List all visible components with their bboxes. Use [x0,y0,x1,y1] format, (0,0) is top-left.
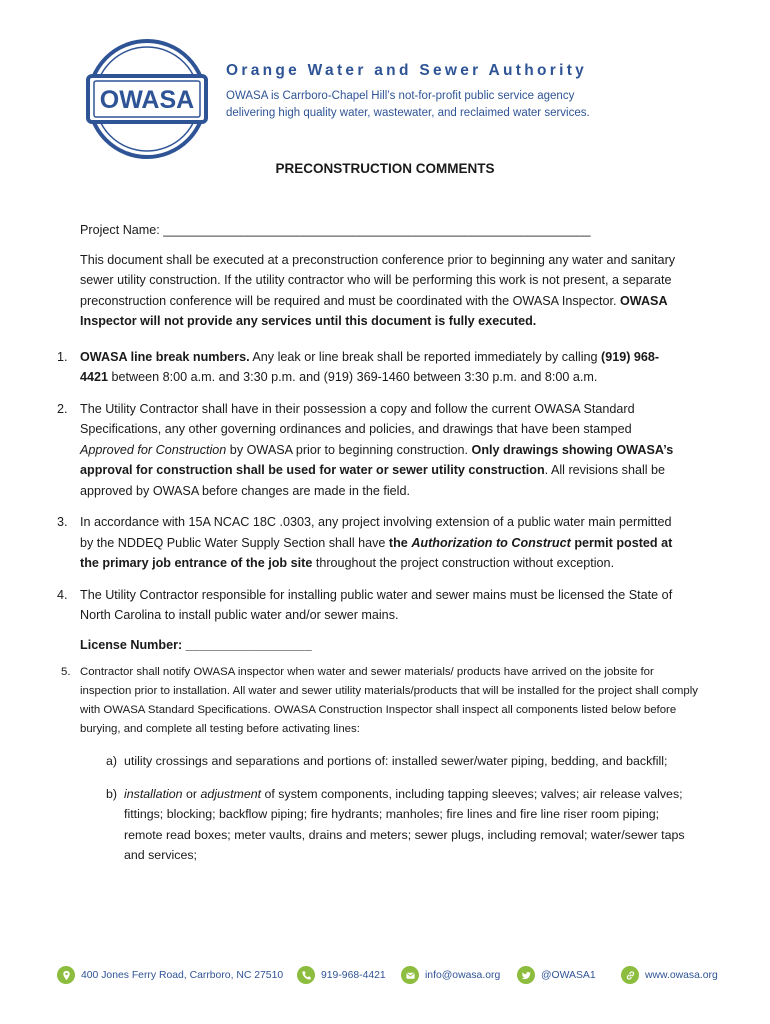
subitem-text: of system components, including tapping sleeves; valves; air release valves; fittings; blocking; backflow piping; fire hydrants; manholes; fire lines and fire line riser room piping; remote read boxes; meter vaults, drains and meters; sewer plugs, including removal; water/sewer taps and services; [124,786,685,862]
twitter-icon [517,966,535,984]
footer-address [57,966,283,984]
phone-number: (919) 968- 4421 [80,349,660,384]
item-text: by OWASA prior to beginning construction. [226,442,472,457]
item-bold-italic: Authorization to Construct [411,535,571,550]
inspection-sublist [106,751,690,866]
document-body [57,220,698,878]
item-number: 3. [57,515,68,529]
location-pin-icon [57,966,75,984]
subitem-italic: installation [124,786,183,801]
license-number-line [80,635,688,656]
owasa-logo [86,38,208,160]
project-name-line [80,220,688,241]
subitem-italic: adjustment [200,786,262,801]
sub-list-item [106,751,690,772]
item-text: The Utility Contractor shall have in their possession a copy and follow the current OWASA Standard Specifications, any other governing ordinances and policies, and drawings that have been stamped [80,401,635,436]
list-item [57,399,688,502]
license-number-blank[interactable]: __________________ [182,637,312,652]
footer-twitter-text[interactable]: @OWASA1 [541,969,596,981]
item-heading: OWASA line break numbers. [80,349,250,364]
link-icon [621,966,639,984]
footer-email[interactable] [401,966,500,984]
sub-list-item [106,784,690,866]
organization-tagline [226,88,590,122]
item-number: 5. [61,666,71,678]
intro-paragraph [80,250,688,332]
footer-phone[interactable] [297,966,386,984]
item-text: Contractor shall notify OWASA inspector when water and sewer materials/ products have arrived on the jobsite for inspection prior to installation. All water and sewer utility materials/products that will be installed for the project shall comply with OWASA Standard Specifications. OWASA Construction Inspector shall inspect all components listed below before burying, and complete all testing before activating lines: [80,666,698,735]
subitem-letter: a) [106,754,118,768]
project-name-blank[interactable]: _____________________________________________________________ [163,223,591,237]
item-bold: permit posted at the primary job entrance of the job site [80,535,673,570]
item-number: 1. [57,349,68,364]
item-text: . All revisions shall be approved by OWASA before changes are made in the field. [80,463,666,498]
subitem-text: utility crossings and separations and portions of: installed sewer/water piping, bedding, and backfill; [124,754,668,768]
footer-email-text[interactable]: info@owasa.org [425,969,501,981]
footer-address-text: 400 Jones Ferry Road, Carrboro, NC 27510 [81,969,284,981]
project-name-label: Project Name: [80,223,160,237]
subitem-text: or [182,786,201,801]
list-item [57,585,688,626]
tagline-line-2: delivering high quality water, wastewater, and reclaimed water services. [226,107,590,119]
document-title: PRECONSTRUCTION COMMENTS [275,161,495,176]
item-text: between 8:00 a.m. and 3:30 p.m. and (919) 369-1460 between 3:30 p.m. and 8:00 a.m. [108,370,598,384]
requirements-list [57,347,688,626]
tagline-line-1: OWASA is Carrboro-Chapel Hill’s not-for-profit public service agency [226,90,575,102]
footer-website[interactable] [621,966,718,984]
item-text: The Utility Contractor responsible for installing public water and sewer mains must be licensed the State of North Carolina to install public water and/or sewer mains. [80,587,673,622]
item-bold: the [388,535,412,550]
list-item [57,512,688,574]
item-text: throughout the project construction without exception. [312,556,615,570]
item-number: 2. [57,401,68,416]
intro-bold-notice: OWASA Inspector will not provide any services until this document is fully executed. [80,293,668,328]
list-item [57,347,688,388]
license-number-label: License Number: [80,637,183,652]
phone-icon [297,966,315,984]
logo-wordmark: OWASA [99,86,195,114]
item-text: Any leak or line break shall be reported immediately by calling [249,349,602,364]
item-bold: Only drawings showing OWASA’s approval for construction shall be used for water or sewer utility construction [80,442,674,477]
item-text: In accordance with 15A NCAC 18C .0303, any project involving extension of a public water main permitted by the NDDEQ Public Water Supply Section shall have [80,515,672,550]
footer-phone-text[interactable]: 919-968-4421 [321,969,386,981]
footer-contact-bar [57,966,727,988]
intro-text: This document shall be executed at a preconstruction conference prior to beginning any water and sanitary sewer utility construction. If the utility contractor who will be performing this work is not present, a separate preconstruction conference will be required and must be coordinated with the OWASA Inspector. [80,252,676,308]
list-item [61,663,700,739]
item-italic: Approved for Construction [80,442,227,457]
footer-twitter[interactable] [517,966,596,984]
email-icon [401,966,419,984]
organization-name: Orange Water and Sewer Authority [226,62,588,79]
footer-website-text[interactable]: www.owasa.org [645,969,718,981]
item-number: 4. [57,587,68,602]
subitem-letter: b) [106,786,118,801]
